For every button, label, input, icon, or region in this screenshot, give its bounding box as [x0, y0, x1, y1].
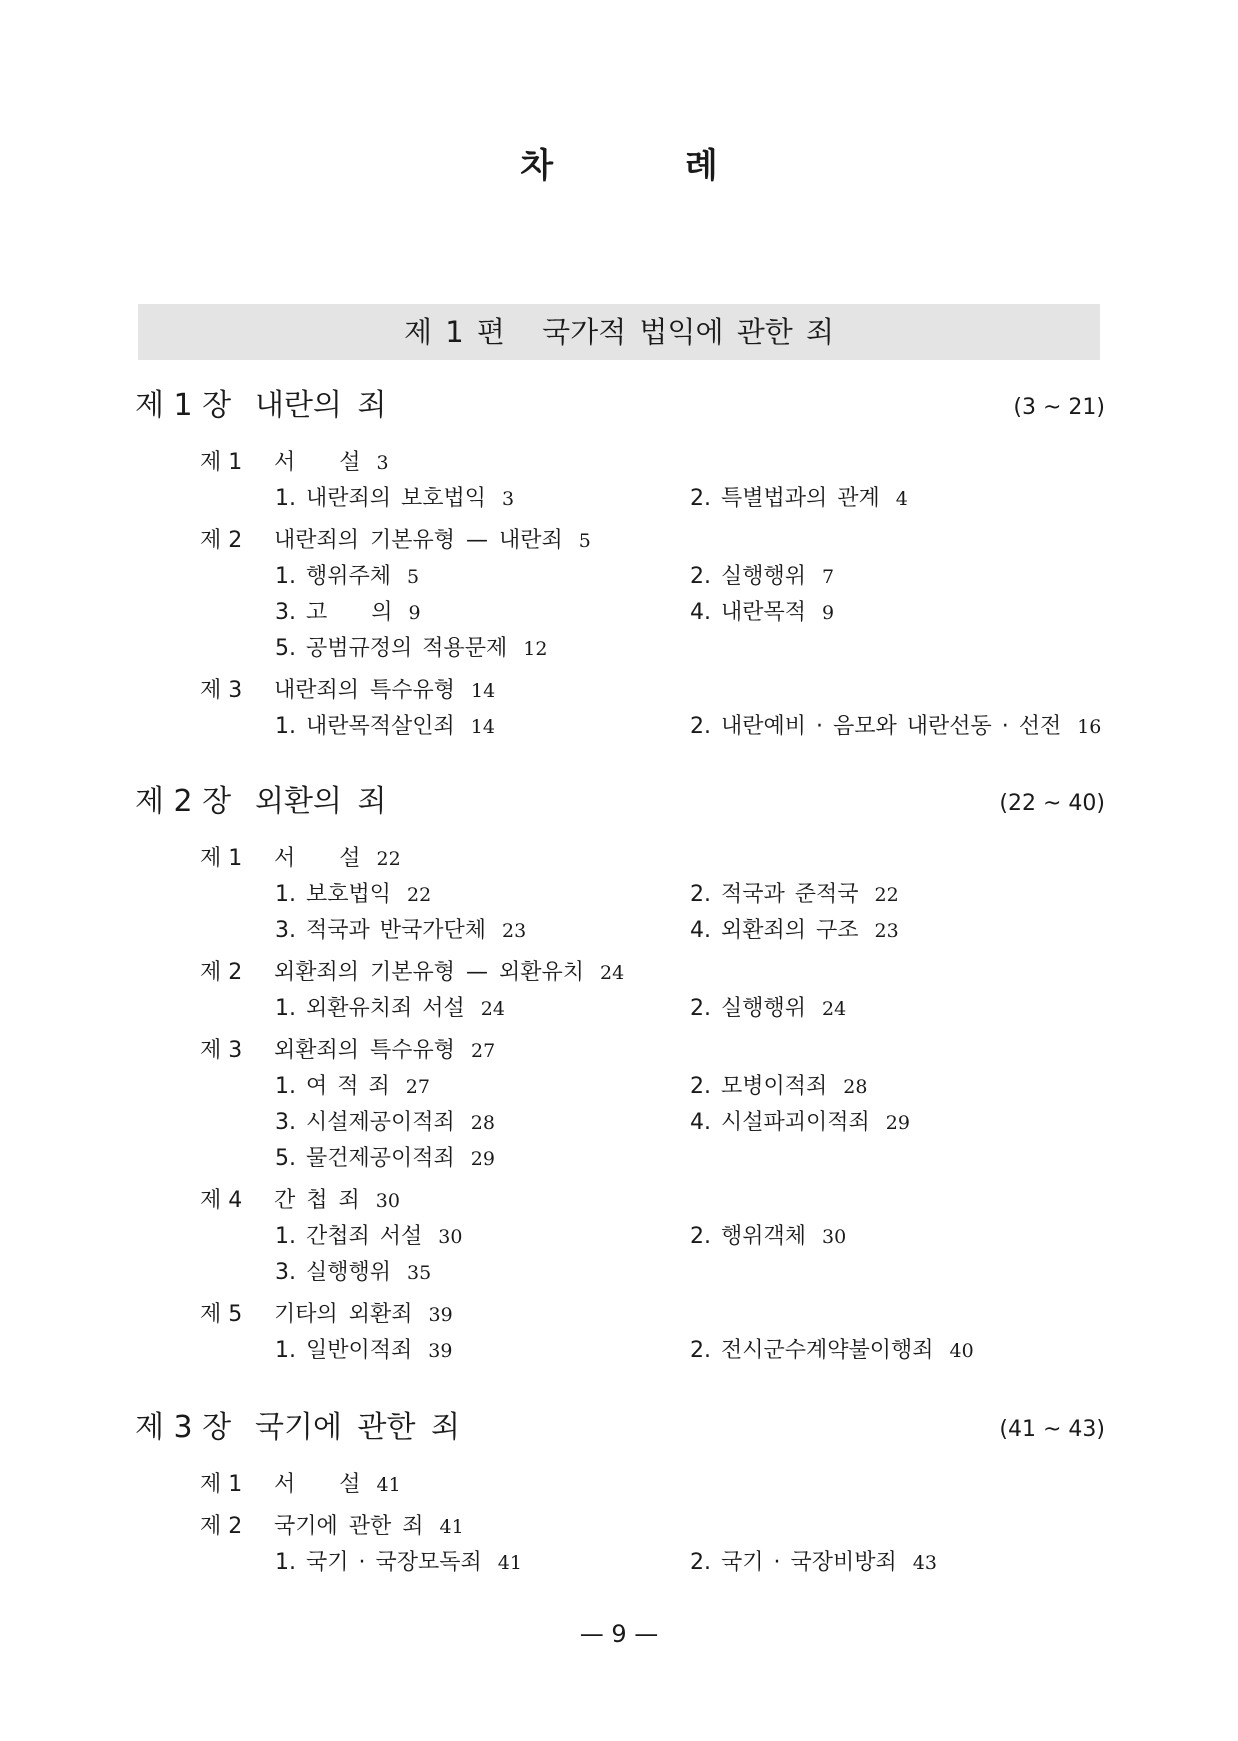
- subsection-page: 9: [408, 602, 421, 624]
- subsection-title: 2. 전시군수계약불이행죄: [690, 1338, 934, 1363]
- subsection-page: 7: [822, 566, 835, 588]
- subsection-entry: [275, 1256, 431, 1290]
- subsection-entry: [690, 878, 899, 912]
- section-number: 제 3: [200, 1038, 243, 1063]
- subsection-page: 41: [497, 1552, 522, 1574]
- page-title: 차 례: [520, 146, 778, 186]
- section-title-text: 외환죄의 기본유형 — 외환유치: [274, 960, 585, 985]
- subsection-page: 30: [822, 1226, 847, 1248]
- chapter-heading: [135, 780, 1105, 824]
- subsection-entry: [275, 596, 421, 630]
- section-title: [274, 956, 624, 990]
- subsection-page: 16: [1077, 716, 1102, 738]
- section-title-text: 서 설: [274, 450, 361, 475]
- section-title: [274, 1510, 464, 1544]
- subsection-title: 2. 내란예비 · 음모와 내란선동 · 선전: [690, 714, 1062, 739]
- subsection-entry: [275, 1334, 452, 1368]
- chapter-page-range: (22 ~ 40): [999, 791, 1105, 816]
- subsection-page: 43: [912, 1552, 937, 1574]
- subsection-title: 4. 시설파괴이적죄: [690, 1110, 870, 1135]
- section-number: 제 2: [200, 528, 243, 553]
- subsection-entry: [690, 1220, 846, 1254]
- subsection-title: 2. 특별법과의 관계: [690, 486, 880, 511]
- section-page: 24: [600, 962, 625, 984]
- section-page: 39: [428, 1304, 453, 1326]
- subsection-page: 29: [470, 1148, 495, 1170]
- subsection-entry: [275, 992, 505, 1026]
- subsection-entry: [690, 482, 908, 516]
- section-page: 3: [376, 452, 389, 474]
- subsection-page: 28: [843, 1076, 868, 1098]
- subsection-entry: [690, 1546, 937, 1580]
- section-title-text: 서 설: [274, 1472, 361, 1497]
- subsection-title: 2. 실행행위: [690, 564, 806, 589]
- chapter-heading: [135, 384, 1105, 428]
- subsection-page: 40: [949, 1340, 974, 1362]
- subsection-title: 1. 보호법익: [275, 882, 391, 907]
- subsection-page: 39: [428, 1340, 453, 1362]
- section-title-text: 기타의 외환죄: [274, 1302, 413, 1327]
- subsection-entry: [275, 560, 419, 594]
- chapter-title: 내란의 죄: [255, 388, 387, 423]
- subsection-entry: [690, 710, 1101, 744]
- chapter-number: 제 2 장: [135, 784, 232, 819]
- subsection-page: 9: [822, 602, 835, 624]
- subsection-entry: [690, 992, 846, 1026]
- subsection-entry: [275, 1220, 462, 1254]
- part-heading-text: [138, 304, 1100, 360]
- subsection-title: 2. 실행행위: [690, 996, 806, 1021]
- subsection-title: 4. 외환죄의 구조: [690, 918, 859, 943]
- section-number: 제 1: [200, 1472, 243, 1497]
- subsection-page: 23: [502, 920, 527, 942]
- chapter-heading: [135, 1406, 1105, 1450]
- chapter-title: 국기에 관한 죄: [255, 1410, 460, 1445]
- section-page: 22: [376, 848, 401, 870]
- subsection-title: 1. 내란죄의 보호법익: [275, 486, 486, 511]
- chapter-number: 제 3 장: [135, 1410, 232, 1445]
- chapter-page-range: (3 ~ 21): [1013, 395, 1105, 420]
- section-title: [274, 1298, 453, 1332]
- subsection-entry: [275, 1546, 522, 1580]
- section-number: 제 1: [200, 450, 243, 475]
- subsection-entry: [275, 1142, 495, 1176]
- subsection-title: 5. 공범규정의 적용문제: [275, 636, 508, 661]
- section-number: 제 3: [200, 678, 243, 703]
- section-title: [274, 446, 389, 480]
- subsection-title: 2. 모병이적죄: [690, 1074, 828, 1099]
- section-title-text: 서 설: [274, 846, 361, 871]
- section-title: [274, 1184, 400, 1218]
- section-title: [274, 674, 495, 708]
- subsection-title: 2. 적국과 준적국: [690, 882, 859, 907]
- part-heading: [138, 304, 1100, 360]
- subsection-page: 22: [874, 884, 899, 906]
- subsection-page: 3: [502, 488, 515, 510]
- section-page: 41: [439, 1516, 464, 1538]
- part-number: 제 1 편: [404, 315, 505, 349]
- subsection-page: 30: [438, 1226, 463, 1248]
- subsection-title: 1. 국기 · 국장모독죄: [275, 1550, 482, 1575]
- subsection-entry: [690, 1070, 867, 1104]
- subsection-entry: [275, 1106, 495, 1140]
- section-title-text: 외환죄의 특수유형: [274, 1038, 456, 1063]
- subsection-entry: [690, 914, 899, 948]
- subsection-title: 2. 행위객체: [690, 1224, 806, 1249]
- subsection-page: 12: [523, 638, 548, 660]
- subsection-entry: [275, 914, 526, 948]
- section-page: 27: [471, 1040, 496, 1062]
- subsection-title: 3. 적국과 반국가단체: [275, 918, 486, 943]
- section-page: 14: [471, 680, 496, 702]
- subsection-title: 1. 외환유치죄 서설: [275, 996, 465, 1021]
- subsection-page: 4: [895, 488, 908, 510]
- subsection-title: 1. 내란목적살인죄: [275, 714, 455, 739]
- section-title: [274, 1034, 495, 1068]
- subsection-entry: [690, 560, 834, 594]
- subsection-entry: [690, 1334, 974, 1368]
- section-number: 제 5: [200, 1302, 243, 1327]
- section-page: 5: [578, 530, 591, 552]
- subsection-title: 1. 간첩죄 서설: [275, 1224, 423, 1249]
- section-page: 41: [376, 1474, 401, 1496]
- subsection-title: 3. 고 의: [275, 600, 393, 625]
- subsection-page: 14: [470, 716, 495, 738]
- section-page: 30: [375, 1190, 400, 1212]
- subsection-title: 4. 내란목적: [690, 600, 806, 625]
- subsection-page: 23: [874, 920, 899, 942]
- section-title-text: 국기에 관한 죄: [274, 1514, 424, 1539]
- subsection-entry: [275, 878, 431, 912]
- subsection-page: 27: [405, 1076, 430, 1098]
- page-number: — 9 —: [579, 1620, 659, 1648]
- section-number: 제 1: [200, 846, 243, 871]
- subsection-title: 2. 국기 · 국장비방죄: [690, 1550, 897, 1575]
- subsection-entry: [275, 482, 514, 516]
- subsection-page: 24: [822, 998, 847, 1020]
- section-title: [274, 524, 591, 558]
- part-title: 국가적 법익에 관한 죄: [542, 315, 834, 349]
- section-title-text: 내란죄의 기본유형 — 내란죄: [274, 528, 563, 553]
- chapter-page-range: (41 ~ 43): [999, 1417, 1105, 1442]
- chapter-title: 외환의 죄: [255, 784, 387, 819]
- section-number: 제 4: [200, 1188, 243, 1213]
- subsection-page: 5: [407, 566, 420, 588]
- subsection-title: 1. 일반이적죄: [275, 1338, 413, 1363]
- subsection-title: 3. 시설제공이적죄: [275, 1110, 455, 1135]
- subsection-entry: [275, 632, 547, 666]
- subsection-title: 1. 행위주체: [275, 564, 391, 589]
- subsection-title: 1. 여 적 죄: [275, 1074, 390, 1099]
- subsection-entry: [275, 1070, 430, 1104]
- chapter-number: 제 1 장: [135, 388, 232, 423]
- subsection-page: 24: [480, 998, 505, 1020]
- subsection-page: 28: [470, 1112, 495, 1134]
- subsection-page: 35: [407, 1262, 432, 1284]
- subsection-page: 29: [885, 1112, 910, 1134]
- section-title: [274, 842, 401, 876]
- subsection-page: 22: [407, 884, 432, 906]
- subsection-entry: [690, 596, 834, 630]
- subsection-title: 3. 실행행위: [275, 1260, 391, 1285]
- section-title-text: 내란죄의 특수유형: [274, 678, 456, 703]
- section-number: 제 2: [200, 960, 243, 985]
- section-title-text: 간 첩 죄: [274, 1188, 360, 1213]
- section-title: [274, 1468, 401, 1502]
- subsection-entry: [275, 710, 495, 744]
- subsection-title: 5. 물건제공이적죄: [275, 1146, 455, 1171]
- subsection-entry: [690, 1106, 910, 1140]
- section-number: 제 2: [200, 1514, 243, 1539]
